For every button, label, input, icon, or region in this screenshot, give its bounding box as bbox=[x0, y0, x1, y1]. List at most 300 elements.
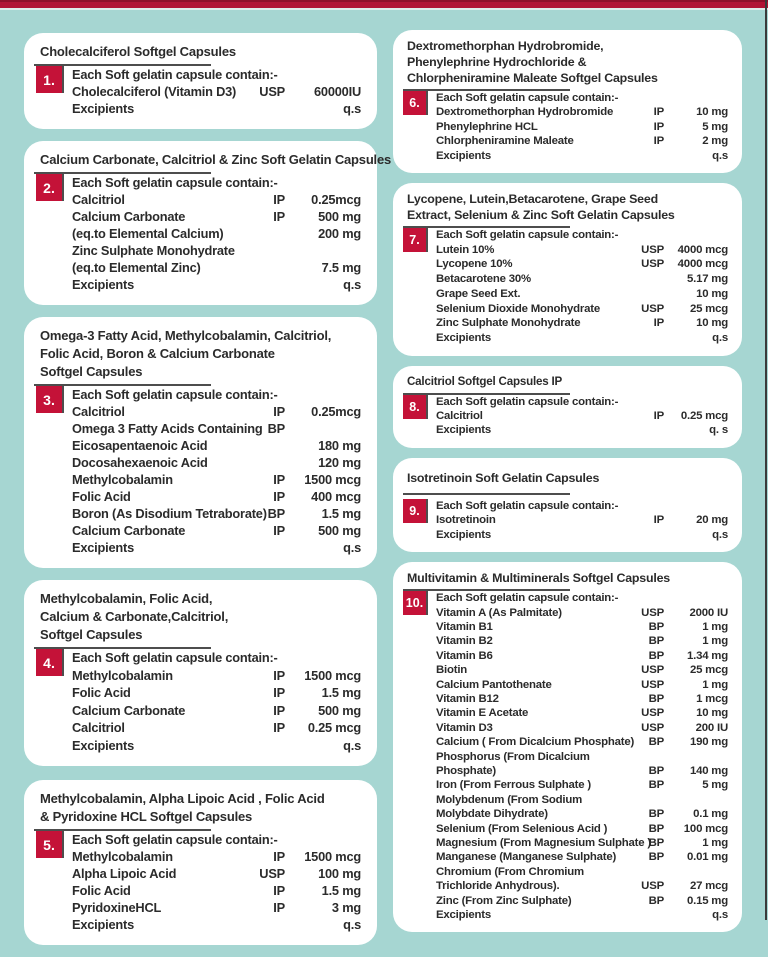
pharmacopeia-label: USP bbox=[641, 606, 664, 619]
ingredient-name: Vitamin B12 bbox=[436, 692, 499, 705]
quantity-value: 190 mg bbox=[689, 736, 728, 749]
ingredient-row bbox=[72, 702, 361, 720]
ingredient-row bbox=[436, 865, 728, 879]
ingredient-list bbox=[72, 649, 361, 754]
pharmacopeia-label: IP bbox=[653, 135, 664, 148]
pharmacopeia-label: IP bbox=[273, 523, 285, 538]
product-title-line: Isotretinoin Soft Gelatin Capsules bbox=[407, 470, 600, 485]
product-number-badge: 5. bbox=[36, 831, 64, 858]
ingredient-list bbox=[72, 174, 361, 293]
ingredient-row bbox=[436, 134, 728, 148]
pharmacopeia-label: BP bbox=[648, 736, 664, 749]
ingredient-row bbox=[72, 471, 361, 488]
ingredient-name: Folic Acid bbox=[72, 883, 131, 898]
ingredient-name: Lutein 10% bbox=[436, 243, 495, 256]
pharmacopeia-label: BP bbox=[267, 421, 285, 436]
quantity-value: 0.25 mcg bbox=[680, 410, 728, 423]
pharmacopeia-label: BP bbox=[267, 506, 285, 521]
ingredient-row bbox=[72, 737, 361, 755]
capsule-contains-label: Each Soft gelatin capsule contain:- bbox=[72, 387, 278, 402]
ingredient-name: Lycopene 10% bbox=[436, 258, 513, 271]
quantity-value bbox=[285, 420, 361, 437]
pharmacopeia-label bbox=[247, 259, 285, 276]
product-card bbox=[393, 366, 742, 448]
capsule-contains-label: Each Soft gelatin capsule contain:- bbox=[72, 832, 278, 847]
ingredient-row bbox=[436, 528, 728, 542]
ingredient-row bbox=[436, 243, 728, 258]
pharmacopeia-label bbox=[630, 750, 664, 764]
page-edge-line bbox=[765, 0, 767, 920]
pharmacopeia-label: USP bbox=[641, 302, 664, 315]
quantity-value: 1 mg bbox=[702, 678, 728, 691]
ingredient-name: Cholecalciferol (Vitamin D3) bbox=[72, 84, 237, 99]
ingredient-name: Vitamin B2 bbox=[436, 635, 493, 648]
pharmacopeia-label bbox=[630, 272, 664, 287]
pharmacopeia-label: IP bbox=[653, 120, 664, 133]
ingredient-row bbox=[436, 822, 728, 836]
ingredient-row-heading bbox=[436, 91, 728, 105]
ingredient-name: Manganese (Manganese Sulphate) bbox=[436, 851, 617, 864]
product-title-line: Calcium Carbonate, Calcitriol & Zinc Soft Gelatin Capsules bbox=[40, 152, 392, 167]
ingredient-name: Dextromethorphan Hydrobromide bbox=[436, 106, 614, 119]
quantity-value: 1500 mcg bbox=[304, 472, 361, 487]
ingredient-name: Excipients bbox=[72, 540, 135, 555]
ingredient-row bbox=[436, 513, 728, 527]
product-number-badge: 9. bbox=[403, 499, 428, 523]
ingredient-row bbox=[436, 331, 728, 346]
product-title-line: Lycopene, Lutein,Betacarotene, Grape Seed bbox=[407, 192, 658, 207]
ingredient-row bbox=[436, 678, 728, 692]
pharmacopeia-label: IP bbox=[653, 514, 664, 527]
quantity-value: 1 mg bbox=[702, 837, 728, 849]
ingredient-row bbox=[72, 684, 361, 702]
ingredient-name: Calcium Pantothenate bbox=[436, 678, 552, 691]
ingredient-row bbox=[436, 302, 728, 317]
pharmacopeia-label: IP bbox=[273, 900, 285, 915]
capsule-contains-label: Each Soft gelatin capsule contain:- bbox=[436, 592, 619, 605]
ingredient-name: Docosahexaenoic Acid bbox=[72, 455, 208, 470]
product-title-line: Omega-3 Fatty Acid, Methylcobalamin, Calcitriol, bbox=[40, 328, 332, 343]
product-title bbox=[407, 470, 728, 486]
ingredient-name: Calcitriol bbox=[72, 192, 125, 207]
ingredient-name: Vitamin A (As Palmitate) bbox=[436, 606, 562, 619]
quantity-value bbox=[285, 242, 361, 259]
ingredient-name: Calcium Carbonate bbox=[72, 523, 186, 538]
ingredient-row bbox=[436, 409, 728, 423]
quantity-value: 60000IU bbox=[314, 84, 361, 99]
ingredient-name: Betacarotene 30% bbox=[436, 273, 531, 286]
pharmacopeia-label: BP bbox=[648, 837, 664, 849]
ingredient-row bbox=[436, 316, 728, 331]
quantity-value: 1.5 mg bbox=[321, 685, 361, 700]
pharmacopeia-label: IP bbox=[273, 720, 285, 735]
ingredient-name: Molybdate Dihydrate) bbox=[436, 808, 548, 821]
product-number-badge: 8. bbox=[403, 395, 428, 419]
ingredient-list bbox=[72, 66, 361, 117]
pharmacopeia-label bbox=[247, 225, 285, 242]
ingredient-name: Boron (As Disodium Tetraborate) bbox=[72, 506, 267, 521]
pharmacopeia-label bbox=[247, 276, 285, 293]
ingredient-name: Vitamin D3 bbox=[436, 721, 493, 734]
ingredient-row bbox=[436, 908, 728, 922]
ingredient-row bbox=[436, 735, 728, 749]
capsule-contains-label: Each Soft gelatin capsule contain:- bbox=[436, 229, 619, 242]
ingredient-row bbox=[72, 505, 361, 522]
product-number-badge: 7. bbox=[403, 228, 428, 252]
ingredient-row-heading bbox=[436, 228, 728, 243]
product-title bbox=[40, 327, 361, 381]
quantity-value: 10 mg bbox=[696, 106, 728, 119]
ingredient-row bbox=[72, 276, 361, 293]
ingredient-row-heading bbox=[72, 386, 361, 403]
capsule-contains-label: Each Soft gelatin capsule contain:- bbox=[436, 499, 619, 512]
ingredient-row bbox=[72, 539, 361, 556]
ingredient-row-heading bbox=[72, 649, 361, 667]
quantity-value: 25 mcg bbox=[689, 302, 728, 315]
product-card bbox=[24, 317, 377, 568]
pharmacopeia-label: USP bbox=[259, 84, 285, 99]
ingredient-name: Phosphate) bbox=[436, 764, 497, 777]
ingredient-row bbox=[436, 105, 728, 119]
ingredient-name: Selenium Dioxide Monohydrate bbox=[436, 302, 601, 315]
title-underline bbox=[403, 493, 570, 495]
pharmacopeia-label: BP bbox=[648, 620, 664, 633]
quantity-value: 5.17 mg bbox=[686, 273, 728, 286]
product-title-line: Calcium & Carbonate,Calcitriol, bbox=[40, 609, 229, 624]
quantity-value: 180 mg bbox=[318, 438, 361, 453]
ingredient-name: Excipients bbox=[72, 737, 135, 753]
product-title-line: Dextromethorphan Hydrobromide, bbox=[407, 39, 604, 53]
pharmacopeia-label bbox=[247, 437, 285, 454]
quantity-value: q.s bbox=[343, 101, 361, 116]
quantity-value bbox=[664, 865, 728, 879]
ingredient-row bbox=[436, 793, 728, 807]
pharmacopeia-label: BP bbox=[648, 894, 664, 907]
product-title bbox=[407, 38, 728, 86]
quantity-value: 4000 mcg bbox=[677, 243, 728, 256]
ingredient-list bbox=[436, 228, 728, 346]
product-card bbox=[24, 780, 377, 945]
ingredient-list bbox=[72, 386, 361, 556]
pharmacopeia-label: IP bbox=[653, 106, 664, 119]
quantity-value: 2000 IU bbox=[689, 606, 728, 619]
ingredient-name: Methylcobalamin bbox=[72, 472, 173, 487]
quantity-value: 27 mcg bbox=[689, 880, 728, 893]
ingredient-row bbox=[436, 606, 728, 620]
ingredient-name: PyridoxineHCL bbox=[72, 900, 162, 915]
quantity-value bbox=[664, 793, 728, 807]
pharmacopeia-label bbox=[630, 287, 664, 302]
composition-block bbox=[407, 395, 728, 438]
ingredient-name: Vitamin B6 bbox=[436, 649, 493, 662]
ingredient-name: Vitamin E Acetate bbox=[436, 707, 529, 720]
ingredient-row bbox=[436, 634, 728, 648]
pharmacopeia-label: IP bbox=[273, 489, 285, 504]
product-card bbox=[24, 141, 392, 305]
quantity-value: 20 mg bbox=[696, 514, 728, 527]
pharmacopeia-label bbox=[630, 149, 664, 163]
ingredient-row bbox=[72, 719, 361, 737]
ingredient-name: Calcium Carbonate bbox=[72, 702, 186, 718]
quantity-value: q.s bbox=[712, 331, 728, 344]
ingredient-name: Folic Acid bbox=[72, 489, 131, 504]
ingredient-row bbox=[72, 522, 361, 539]
pharmacopeia-label: BP bbox=[648, 649, 664, 662]
product-title-line: Extract, Selenium & Zinc Soft Gelatin Capsules bbox=[407, 208, 675, 223]
column-right bbox=[393, 30, 742, 942]
product-title-line: Phenylephrine Hydrochloride & bbox=[407, 55, 587, 69]
pharmacopeia-label: IP bbox=[273, 404, 285, 419]
ingredient-name: Chlorpheniramine Maleate bbox=[436, 135, 574, 148]
ingredient-list bbox=[436, 91, 728, 163]
ingredient-name: Phenylephrine HCL bbox=[436, 120, 538, 133]
ingredient-name: Eicosapentaenoic Acid bbox=[72, 438, 208, 453]
quantity-value: 0.01 mg bbox=[686, 851, 728, 864]
ingredient-row bbox=[72, 242, 361, 259]
pharmacopeia-label: BP bbox=[648, 764, 664, 777]
product-title-line: Methylcobalamin, Folic Acid, bbox=[40, 591, 213, 606]
ingredient-row bbox=[72, 225, 361, 242]
pharmacopeia-label bbox=[630, 331, 664, 346]
quantity-value: q.s bbox=[712, 909, 728, 922]
capsule-contains-label: Each Soft gelatin capsule contain:- bbox=[72, 175, 278, 190]
ingredient-row bbox=[72, 100, 361, 117]
product-title-line: Cholecalciferol Softgel Capsules bbox=[40, 44, 236, 59]
product-title bbox=[40, 151, 392, 169]
ingredient-name: Calcitriol bbox=[72, 720, 125, 735]
product-card bbox=[24, 580, 377, 766]
composition-block bbox=[407, 499, 728, 542]
composition-block bbox=[407, 91, 728, 163]
product-card bbox=[393, 183, 742, 356]
quantity-value: 1 mg bbox=[702, 620, 728, 633]
pharmacopeia-label: USP bbox=[641, 721, 664, 734]
pharmacopeia-label bbox=[247, 100, 285, 117]
ingredient-name: Excipients bbox=[436, 149, 491, 162]
pharmacopeia-label: IP bbox=[273, 849, 285, 864]
ingredient-row bbox=[72, 191, 361, 208]
product-number-badge: 2. bbox=[36, 174, 64, 201]
ingredient-row bbox=[72, 454, 361, 471]
pharmacopeia-label bbox=[247, 737, 285, 755]
pharmacopeia-label: IP bbox=[273, 472, 285, 487]
ingredient-row bbox=[436, 879, 728, 893]
ingredient-list bbox=[72, 831, 361, 933]
pharmacopeia-label: BP bbox=[648, 692, 664, 705]
pharmacopeia-label: IP bbox=[653, 410, 664, 423]
ingredient-name: Phosphorus (From Dicalcium bbox=[436, 750, 590, 763]
ingredient-row bbox=[436, 894, 728, 908]
ingredient-name: Trichloride Anhydrous). bbox=[436, 880, 560, 893]
quantity-value: 3 mg bbox=[331, 900, 361, 915]
ingredient-row bbox=[436, 120, 728, 134]
ingredient-row bbox=[72, 403, 361, 420]
ingredient-name: Methylcobalamin bbox=[72, 667, 173, 683]
pharmacopeia-label: USP bbox=[259, 866, 285, 881]
product-title-line: Softgel Capsules bbox=[40, 627, 143, 642]
ingredient-row bbox=[436, 807, 728, 821]
ingredient-row bbox=[436, 663, 728, 677]
ingredient-name: Calcium ( From Dicalcium Phosphate) bbox=[436, 736, 635, 749]
ingredient-row-heading bbox=[72, 831, 361, 848]
ingredient-name: Methylcobalamin bbox=[72, 849, 173, 864]
product-title bbox=[407, 191, 728, 223]
quantity-value: 1 mg bbox=[702, 635, 728, 648]
pharmacopeia-label: USP bbox=[641, 707, 664, 720]
ingredient-name: (eq.to Elemental Zinc) bbox=[72, 260, 201, 275]
pharmacopeia-label bbox=[630, 865, 664, 879]
product-number-badge: 6. bbox=[403, 91, 428, 115]
product-title bbox=[407, 374, 728, 390]
quantity-value: 2 mg bbox=[702, 135, 728, 148]
pharmacopeia-label: BP bbox=[648, 851, 664, 864]
quantity-value: 500 mg bbox=[318, 523, 361, 538]
quantity-value: 10 mg bbox=[696, 287, 728, 300]
product-title-line: Folic Acid, Boron & Calcium Carbonate bbox=[40, 346, 275, 361]
quantity-value: 0.1 mg bbox=[693, 808, 728, 821]
pharmacopeia-label bbox=[247, 539, 285, 556]
quantity-value: q.s bbox=[343, 277, 361, 292]
ingredient-name: Excipients bbox=[72, 917, 135, 932]
ingredient-name: Excipients bbox=[72, 277, 135, 292]
quantity-value: q. s bbox=[709, 424, 728, 437]
capsule-contains-label: Each Soft gelatin capsule contain:- bbox=[72, 650, 278, 665]
ingredient-row bbox=[72, 667, 361, 685]
product-title bbox=[40, 43, 361, 61]
ingredient-name: Zinc Sulphate Monohydrate bbox=[436, 317, 581, 330]
pharmacopeia-label: IP bbox=[273, 702, 285, 718]
quantity-value: 4000 mcg bbox=[677, 258, 728, 271]
quantity-value: 200 mg bbox=[318, 226, 361, 241]
pharmacopeia-label: USP bbox=[641, 664, 664, 677]
ingredient-name: Isotretinoin bbox=[436, 514, 496, 527]
quantity-value: 140 mg bbox=[689, 764, 728, 777]
ingredient-name: Excipients bbox=[436, 528, 491, 541]
capsule-contains-label: Each Soft gelatin capsule contain:- bbox=[72, 67, 278, 82]
ingredient-name: Zinc (From Zinc Sulphate) bbox=[436, 894, 572, 907]
ingredient-name: Calcitriol bbox=[436, 410, 483, 423]
capsule-contains-label: Each Soft gelatin capsule contain:- bbox=[436, 92, 619, 104]
ingredient-row bbox=[436, 423, 728, 437]
pharmacopeia-label bbox=[247, 454, 285, 471]
ingredient-name: Excipients bbox=[72, 101, 135, 116]
ingredient-row bbox=[72, 437, 361, 454]
pharmacopeia-label: BP bbox=[648, 822, 664, 835]
ingredient-name: Molybdenum (From Sodium bbox=[436, 793, 583, 806]
ingredient-row bbox=[72, 83, 361, 100]
ingredient-row bbox=[72, 259, 361, 276]
quantity-value bbox=[664, 750, 728, 764]
ingredient-name: Zinc Sulphate Monohydrate bbox=[72, 243, 235, 258]
quantity-value: 1.5 mg bbox=[321, 506, 361, 521]
pharmacopeia-label bbox=[630, 528, 664, 542]
product-title-line: & Pyridoxine HCL Softgel Capsules bbox=[40, 809, 253, 824]
quantity-value: 5 mg bbox=[702, 120, 728, 133]
product-card bbox=[393, 458, 742, 552]
ingredient-list bbox=[436, 395, 728, 438]
ingredient-name: Magnesium (From Magnesium Sulphate ) bbox=[436, 837, 651, 849]
ingredient-list bbox=[436, 499, 728, 542]
product-card bbox=[393, 30, 742, 173]
quantity-value: 5 mg bbox=[702, 779, 728, 792]
product-title bbox=[407, 570, 728, 586]
pharmacopeia-label bbox=[247, 916, 285, 933]
quantity-value: q.s bbox=[712, 149, 728, 162]
composition-block bbox=[40, 831, 361, 933]
pharmacopeia-label: USP bbox=[641, 880, 664, 893]
ingredient-row bbox=[436, 272, 728, 287]
ingredient-row-heading bbox=[436, 591, 728, 605]
ingredient-row bbox=[436, 692, 728, 706]
product-title bbox=[40, 790, 361, 826]
ingredient-row bbox=[436, 149, 728, 163]
quantity-value: q.s bbox=[343, 737, 361, 753]
quantity-value: 500 mg bbox=[318, 209, 361, 224]
pharmacopeia-label: IP bbox=[273, 685, 285, 700]
ingredient-name: Iron (From Ferrous Sulphate ) bbox=[436, 779, 591, 792]
quantity-value: 10 mg bbox=[696, 317, 728, 330]
ingredient-row bbox=[436, 706, 728, 720]
product-card bbox=[393, 562, 742, 932]
pharmacopeia-label: USP bbox=[641, 258, 664, 271]
ingredient-list bbox=[436, 591, 728, 922]
ingredient-row bbox=[72, 899, 361, 916]
product-card bbox=[24, 33, 377, 129]
ingredient-row bbox=[436, 778, 728, 792]
ingredient-row bbox=[72, 208, 361, 225]
product-title-line: Calcitriol Softgel Capsules IP bbox=[407, 374, 563, 388]
quantity-value: 7.5 mg bbox=[321, 260, 361, 275]
pharmacopeia-label: USP bbox=[641, 678, 664, 691]
ingredient-row bbox=[436, 850, 728, 864]
quantity-value: 120 mg bbox=[318, 455, 361, 470]
quantity-value: 10 mg bbox=[696, 707, 728, 720]
ingredient-name: Chromium (From Chromium bbox=[436, 865, 584, 878]
ingredient-row-heading bbox=[436, 395, 728, 409]
ingredient-name: (eq.to Elemental Calcium) bbox=[72, 226, 224, 241]
column-left bbox=[24, 33, 392, 957]
ingredient-row bbox=[436, 750, 728, 764]
composition-block bbox=[40, 66, 361, 117]
ingredient-name: Vitamin B1 bbox=[436, 620, 493, 633]
quantity-value: 0.15 mg bbox=[686, 894, 728, 907]
ingredient-row bbox=[436, 721, 728, 735]
pharmacopeia-label: IP bbox=[273, 883, 285, 898]
product-number-badge: 4. bbox=[36, 649, 64, 676]
ingredient-row bbox=[72, 848, 361, 865]
quantity-value: 1500 mcg bbox=[304, 849, 361, 864]
composition-block bbox=[40, 649, 361, 754]
product-title bbox=[40, 590, 361, 644]
ingredient-name: Excipients bbox=[436, 909, 491, 922]
product-number-badge: 1. bbox=[36, 66, 64, 93]
quantity-value: 0.25mcg bbox=[311, 404, 361, 419]
ingredient-row bbox=[72, 865, 361, 882]
ingredient-name: Selenium (From Selenious Acid ) bbox=[436, 822, 608, 835]
ingredient-name: Calcitriol bbox=[72, 404, 125, 419]
quantity-value: 1500 mcg bbox=[304, 667, 361, 683]
ingredient-name: Alpha Lipoic Acid bbox=[72, 866, 177, 881]
product-title-line: Chlorpheniramine Maleate Softgel Capsules bbox=[407, 71, 658, 85]
pharmacopeia-label: IP bbox=[273, 192, 285, 207]
pharmacopeia-label bbox=[247, 242, 285, 259]
product-number-badge: 3. bbox=[36, 386, 64, 413]
ingredient-row bbox=[436, 836, 728, 850]
quantity-value: 200 IU bbox=[695, 721, 728, 734]
quantity-value: 1.5 mg bbox=[321, 883, 361, 898]
pharmacopeia-label bbox=[630, 908, 664, 922]
ingredient-row bbox=[72, 420, 361, 437]
